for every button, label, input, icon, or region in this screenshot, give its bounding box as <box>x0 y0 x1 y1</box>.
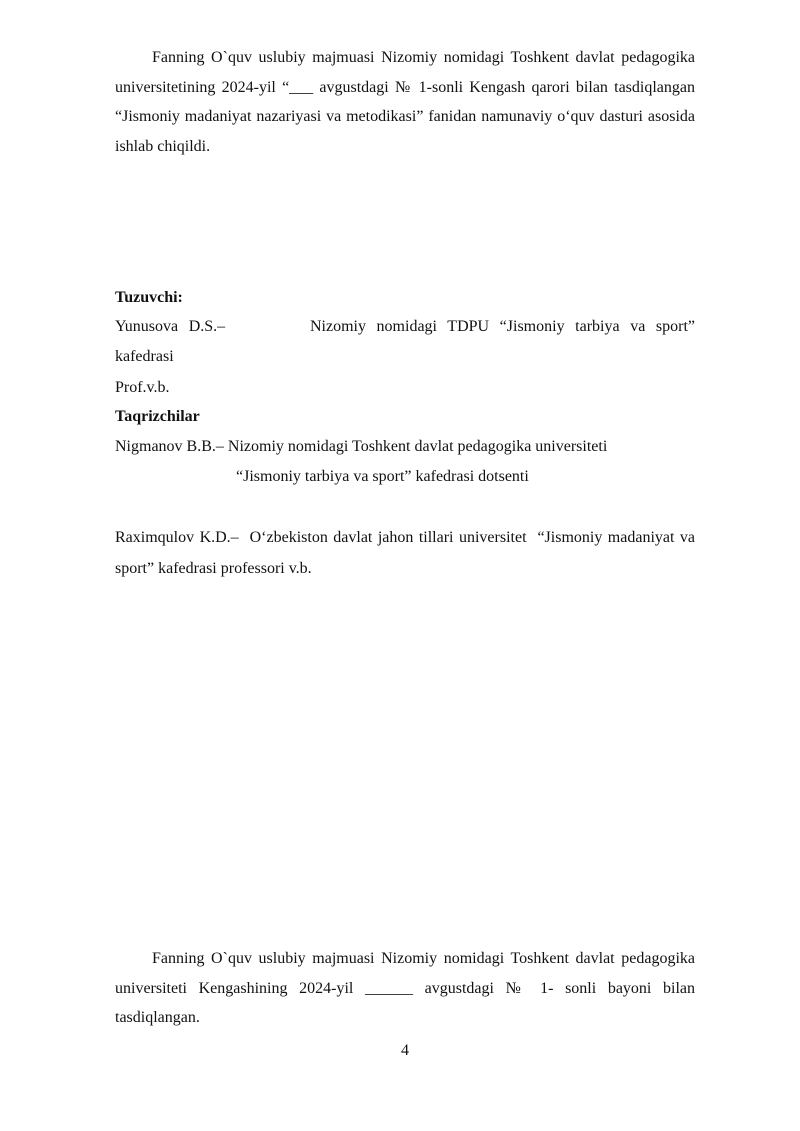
reviewer2-section <box>115 522 699 584</box>
page-number: 4 <box>401 1042 409 1059</box>
author-title: Prof.v.b. <box>115 379 170 396</box>
reviewers-heading: Taqrizchilar <box>115 408 200 425</box>
intro-paragraph: Fanning O`quv uslubiy majmuasi Nizomiy nomidagi Toshkent davlat pedagogika universitetining 2024-yil “___ avgustdagi № 1-sonli Kengash qarori bilan tasdiqlangan “Jismoniy madaniyat nazariyasi va metodikasi” fanidan namunaviy o‘quv dasturi asosida ishlab chiqildi. <box>115 49 695 155</box>
intro-section <box>115 43 695 161</box>
authors-heading: Tuzuvchi: <box>115 289 183 306</box>
author-line: Yunusova D.S.– Nizomiy nomidagi TDPU “Jismoniy tarbiya va sport” <box>115 318 695 335</box>
reviewer1-line2: “Jismoniy tarbiya va sport” kafedrasi dotsenti <box>236 468 529 485</box>
approval-section <box>115 944 695 1033</box>
reviewer1-line1: Nigmanov B.B.– Nizomiy nomidagi Toshkent davlat pedagogika universiteti <box>115 438 608 455</box>
approval-paragraph: Fanning O`quv uslubiy majmuasi Nizomiy nomidagi Toshkent davlat pedagogika universiteti Kengashining 2024-yil ______ avgustdagi № 1- sonli bayoni bilan tasdiqlangan. <box>115 950 695 1026</box>
author-line-continued: kafedrasi <box>115 348 174 365</box>
reviewer2-text: Raximqulov K.D.– O‘zbekiston davlat jahon tillari universitet “Jismoniy madaniyat va sport” kafedrasi professori v.b. <box>115 529 699 577</box>
